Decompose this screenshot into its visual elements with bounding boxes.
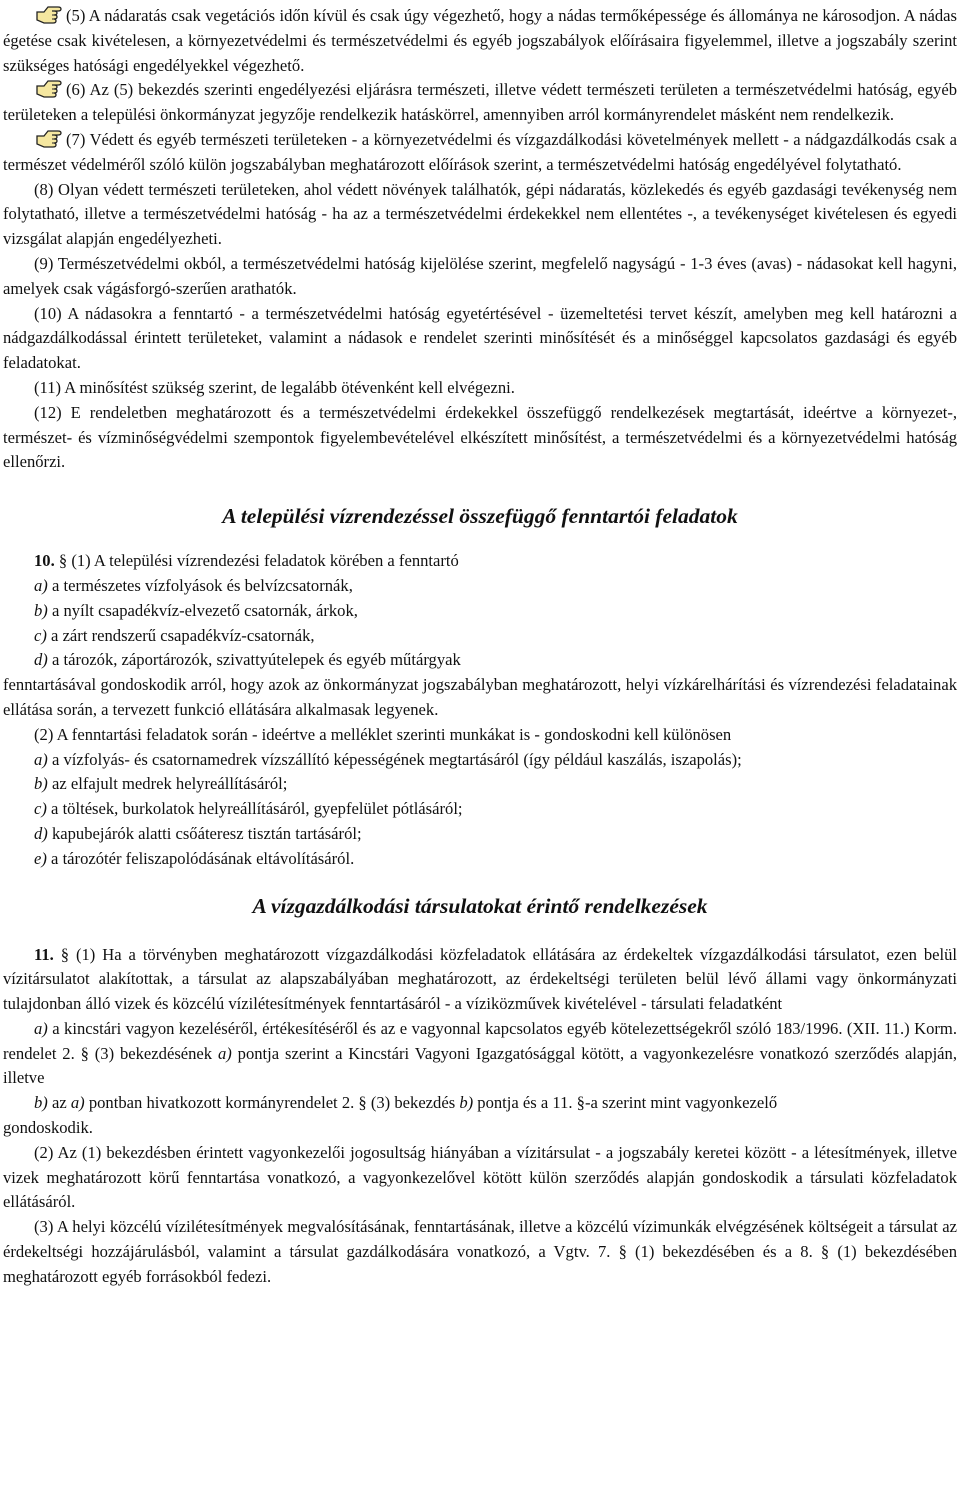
list-item <box>3 648 957 673</box>
list-item-letter: d) <box>34 650 48 670</box>
list-item-letter: a) <box>34 575 48 595</box>
list-item-text: a tározótér feliszapolódásának eltávolításáról. <box>46 848 355 868</box>
list-item-letter: a) <box>217 1043 232 1063</box>
paragraph-sign: § <box>53 944 76 964</box>
section-heading-vizrendezes: A települési vízrendezéssel összefüggő fenntartói feladatok <box>222 504 738 529</box>
section-11-paragraph-1-text: (1) Ha a törvényben meghatározott vízgazdálkodási közfeladatok ellátására az érdekeltek vízgazdálkodási társulatot, ezen belül vízitársulatot alakítottak, a társulat az alapszabályában meghatározott, az érdekeltségi területen belül lévő állami vagy önkormányzati tulajdonban álló vizek és közcélú vízilétesítmények fenntartásáról - a víziközművek kivételével - társulati feladatként <box>3 944 958 1014</box>
pointing-hand-icon[interactable] <box>34 4 64 24</box>
list-item-letter: c) <box>34 799 47 819</box>
list-item <box>3 574 957 599</box>
paragraph-7 <box>3 128 957 178</box>
list-item-text: a tározók, záportározók, szivattyútelepek és egyéb műtárgyak <box>47 650 461 670</box>
section-11-paragraph-2: (2) Az (1) bekezdésben érintett vagyonkezelői jogosultság hiányában a vízitársulat - a jogszabály keretei között - a létesítmények, illetve vizek meghatározott körű fenntartása vonatkozó, a vagyonkezelővel kötött külön szerződés alapján gondoskodik a társulati közfeladatok ellátásáról. <box>3 1142 957 1212</box>
section-10-paragraph-2: (2) A fenntartási feladatok során - ideértve a melléklet szerinti munkákat is - gondoskodni kell különösen <box>34 724 732 744</box>
section-10-tail: fenntartásával gondoskodik arról, hogy azok az önkormányzat jogszabályban meghatározott, helyi vízkárelhárítási és vízrendezési feladatainak ellátása során, a tervezett funkció ellátására alkalmasak legyenek. <box>3 675 957 719</box>
list-item <box>3 772 957 797</box>
paragraph-10: (10) A nádasokra a fenntartó - a természetvédelmi hatóság egyetértésével - üzemeltetési tervet készít, amelyben meg kell határozni a nádgazdálkodással érintett területeket, valamint a nádasok e rendelet szerinti minősítését és a minőséggel kapcsolatos gazdasági és egyéb feladatokat. <box>3 303 957 373</box>
pointing-hand-icon[interactable] <box>34 78 64 98</box>
list-item <box>3 599 957 624</box>
list-item-letter: b) <box>34 774 48 794</box>
list-item-text: pontja szerint a Kincstári Vagyoni Igazgatósággal kötött, a vagyonkezelésre vonatkozó szerződés alapján, illetve <box>3 1043 957 1088</box>
section-11-item-a <box>3 1017 957 1091</box>
list-item <box>3 748 957 773</box>
list-item-letter: c) <box>34 625 47 645</box>
list-item-text: az elfajult medrek helyreállításáról; <box>47 774 288 794</box>
paragraph-5 <box>3 4 957 78</box>
list-item <box>3 624 957 649</box>
list-item-text: a töltések, burkolatok helyreállításáról, gyepfelület pótlásáról; <box>46 799 463 819</box>
list-item-text: a vízfolyás- és csatornamedrek vízszállító képességének megtartásáról (így például kaszálás, iszapolás); <box>47 749 742 769</box>
list-item <box>3 822 957 847</box>
paragraph-6 <box>3 78 957 128</box>
paragraph-9: (9) Természetvédelmi okból, a természetvédelmi hatóság kijelölése szerint, megfelelő nagyságú - 1-3 éves (avas) - nádasokat kell hagyni, amelyek csak vágásforgó-szerűen arathatók. <box>3 253 957 298</box>
paragraph-7-text: (7) Védett és egyéb természeti területeken - a környezetvédelmi és vízgazdálkodási követelmények mellett - a nádgazdálkodás csak a természet védelméről szóló külön jogszabályban meghatározott előírások szerint, a természetvédelmi hatóság engedélyével folytatható. <box>3 129 957 174</box>
section-11-closing: gondoskodik. <box>3 1118 93 1138</box>
section-11-paragraph-1 <box>3 943 957 1017</box>
list-item-text: pontja és a 11. §-a szerint mint vagyonkezelő <box>473 1093 778 1113</box>
section-heading-tarsulatok: A vízgazdálkodási társulatokat érintő rendelkezések <box>252 893 708 918</box>
list-item-text: a zárt rendszerű csapadékvíz-csatornák, <box>46 625 315 645</box>
list-item-letter: b) <box>34 1093 48 1113</box>
list-item-letter: d) <box>34 823 48 843</box>
list-item-letter: b) <box>459 1093 474 1113</box>
list-item-text: a kincstári vagyon kezeléséről, értékesítéséről és az e vagyonnal kapcsolatos egyéb kötelezettségekről szóló 183/1996. (XII. 11.) Korm. rendelet 2. § (3) bekezdésének <box>3 1018 957 1063</box>
paragraph-12: (12) E rendeletben meghatározott és a természetvédelmi érdekekkel összefüggő rendelkezések megtartását, ideértve a környezet-, természet- és vízminőségvédelmi szempontok figyelembevételével elkészített minősítést, a természetvédelmi és a környezetvédelmi hatóság ellenőrzi. <box>3 402 957 472</box>
list-item <box>3 797 957 822</box>
list-item-text: a nyílt csapadékvíz-elvezető csatornák, árkok, <box>47 600 358 620</box>
section-11-paragraph-3: (3) A helyi közcélú vízilétesítmények megvalósításának, fenntartásának, illetve a közcélú vízimunkák elvégzésének költségeit a társulat az érdekeltségi hozzájárulásból, valamint a társulat gazdálkodására vonatkozó, a Vgtv. 7. § (1) bekezdésében és a 8. § (1) bekezdésében meghatározott egyéb forrásokból fedezi. <box>3 1217 957 1286</box>
list-item-text: a természetes vízfolyások és belvízcsatornák, <box>47 575 353 595</box>
paragraph-5-text: (5) A nádaratás csak vegetációs időn kívül és csak úgy végezhető, hogy a nádas termőképessége és állománya ne károsodjon. A nádas égetése csak kivételesen, a környezetvédelmi és természetvédelmi és egyéb jogszabályok előírásaira figyelemmel, illetve a jogszabály szerint szükséges hatósági engedélyekkel végezhető. <box>3 6 957 75</box>
list-item-text: az <box>47 1093 71 1113</box>
pointing-hand-icon[interactable] <box>34 128 64 148</box>
paragraph-sign: § <box>54 551 72 571</box>
list-item-text: kapubejárók alatti csőáteresz tisztán tartásáról; <box>47 823 362 843</box>
list-item-letter: a) <box>34 1018 48 1038</box>
section-11-number: 11. <box>34 944 54 964</box>
list-item-letter: a) <box>70 1093 85 1113</box>
list-item-letter: a) <box>34 749 48 769</box>
section-11-item-b <box>3 1091 957 1116</box>
section-10-intro-text: (1) A települési vízrendezési feladatok körében a fenntartó <box>71 551 459 571</box>
paragraph-6-text: (6) Az (5) bekezdés szerinti engedélyezési eljárásra természeti, illetve védett természeti területen a természetvédelmi hatóság, egyéb területeken a települési önkormányzat jegyzője rendelkezik hatáskörrel, amennyiben arról kormányrendelet másként nem rendelkezik. <box>3 80 957 125</box>
section-10-intro <box>3 549 957 574</box>
paragraph-8: (8) Olyan védett természeti területeken, ahol védett növények találhatók, gépi nádaratás, közlekedés és egyéb gazdasági tevékenység nem folytatható, illetve a természetvédelmi hatóság - ha az a természetvédelmi érdekekkel nem ellentétes -, a tevékenységet kivételesen és egyedi vizsgálat alapján engedélyezheti. <box>3 179 957 249</box>
section-10-number: 10. <box>34 551 55 571</box>
list-item <box>3 847 957 872</box>
list-item-letter: e) <box>34 848 47 868</box>
list-item-text: pontban hivatkozott kormányrendelet 2. § (3) bekezdés <box>84 1093 460 1113</box>
paragraph-11: (11) A minősítést szükség szerint, de legalább ötévenként kell elvégezni. <box>34 377 515 397</box>
list-item-letter: b) <box>34 600 48 620</box>
